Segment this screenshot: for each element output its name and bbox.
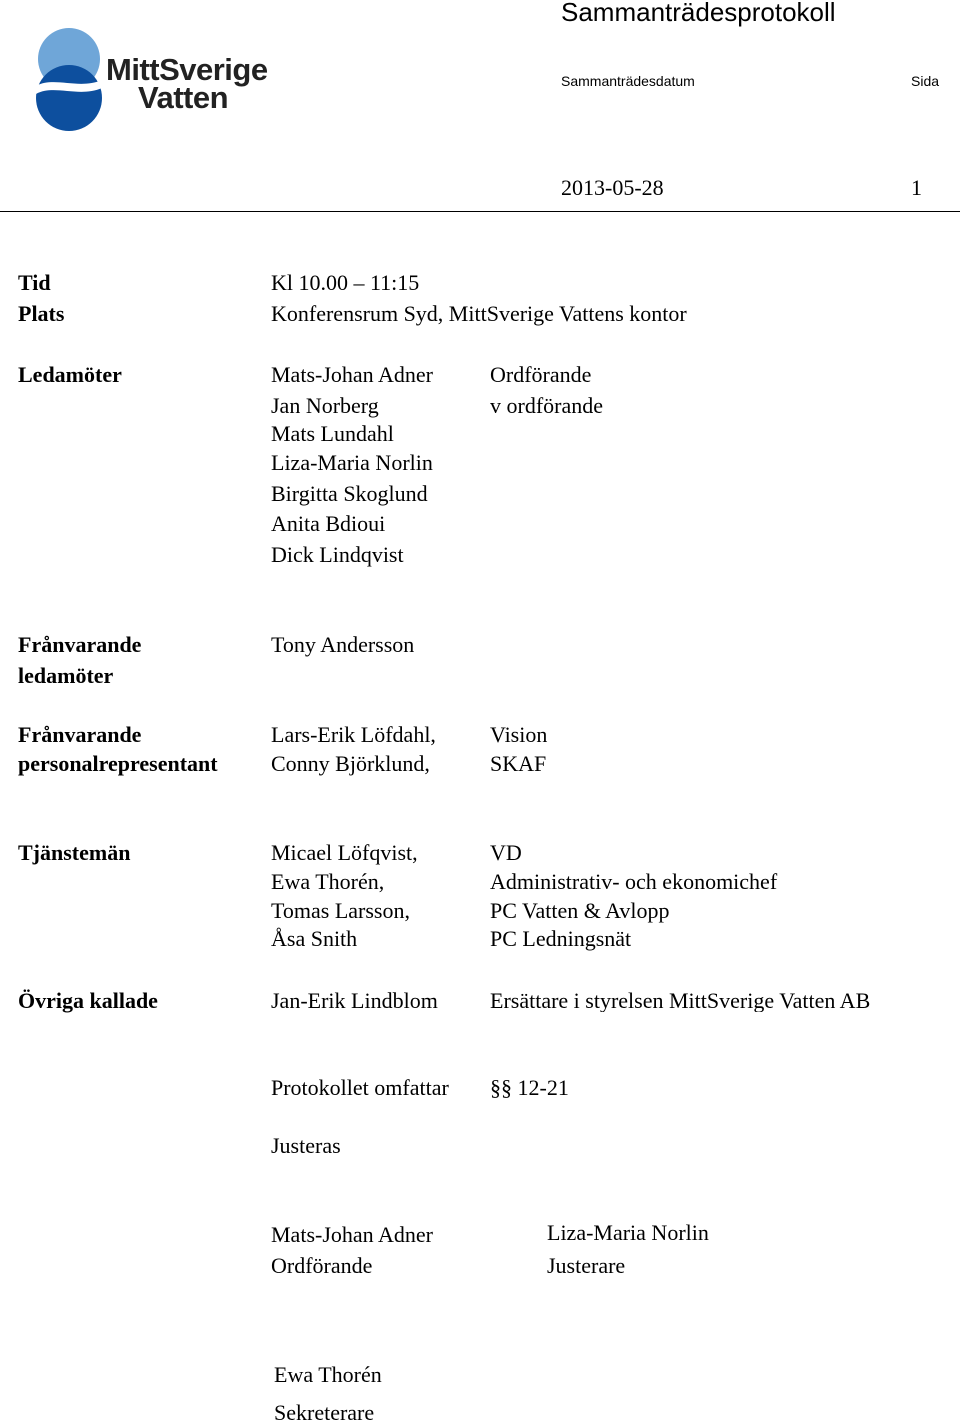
ledamot-name: Anita Bdioui bbox=[271, 511, 386, 536]
ledamot-role: v ordförande bbox=[490, 393, 604, 418]
chair-signature-name: Mats-Johan Adner bbox=[271, 1222, 433, 1247]
franvarande-personal-label: Frånvarande bbox=[18, 722, 142, 747]
adjuster-signature-name: Liza-Maria Norlin bbox=[547, 1220, 709, 1245]
chair-signature-role: Ordförande bbox=[271, 1253, 373, 1278]
ledamot-name: Mats-Johan Adner bbox=[271, 362, 433, 387]
logo-text-line1: MittSverige bbox=[106, 52, 268, 87]
adjuster-signature-role: Justerare bbox=[547, 1253, 626, 1278]
personal-name: Lars-Erik Löfdahl, bbox=[271, 722, 436, 747]
ledamot-name: Mats Lundahl bbox=[271, 421, 394, 446]
tjansteman-name: Ewa Thorén, bbox=[271, 869, 385, 894]
document-title: Sammanträdesprotokoll bbox=[561, 0, 836, 27]
ledamoter-label: Ledamöter bbox=[18, 362, 122, 387]
personal-role: Vision bbox=[490, 722, 548, 747]
secretary-signature-name: Ewa Thorén bbox=[274, 1362, 382, 1387]
page-number: 1 bbox=[911, 175, 922, 200]
logo-text-line2: Vatten bbox=[138, 80, 229, 115]
tjansteman-name: Micael Löfqvist, bbox=[271, 840, 418, 865]
ledamot-name: Dick Lindqvist bbox=[271, 542, 404, 567]
ovriga-role: Ersättare i styrelsen MittSverige Vatten AB bbox=[490, 990, 871, 1012]
personal-name: Conny Björklund, bbox=[271, 751, 430, 776]
meeting-date: 2013-05-28 bbox=[561, 175, 664, 200]
plats-value: Konferensrum Syd, MittSverige Vattens kontor bbox=[271, 301, 687, 326]
tjansteman-role: VD bbox=[490, 840, 522, 865]
plats-label: Plats bbox=[18, 301, 65, 326]
secretary-signature-role: Sekreterare bbox=[274, 1400, 375, 1425]
tjansteman-name: Åsa Snith bbox=[271, 926, 358, 951]
tjansteman-role: Administrativ- och ekonomichef bbox=[490, 869, 778, 894]
franvarande-ledamot-name: Tony Andersson bbox=[271, 632, 415, 657]
personal-role: SKAF bbox=[490, 751, 547, 776]
ovriga-label: Övriga kallade bbox=[18, 988, 158, 1013]
ledamot-role: Ordförande bbox=[490, 362, 592, 387]
ovriga-name: Jan-Erik Lindblom bbox=[271, 988, 438, 1013]
tjansteman-role: PC Vatten & Avlopp bbox=[490, 898, 670, 923]
header-divider bbox=[0, 211, 960, 212]
protokoll-omfattar-value: §§ 12-21 bbox=[490, 1075, 569, 1100]
water-drop-logo-icon bbox=[34, 24, 104, 134]
company-logo bbox=[34, 24, 284, 136]
franvarande-ledamoter-label: Frånvarande bbox=[18, 632, 142, 657]
justeras-label: Justeras bbox=[271, 1133, 341, 1158]
tid-value: Kl 10.00 – 11:15 bbox=[271, 270, 420, 295]
tjansteman-label: Tjänstemän bbox=[18, 840, 131, 865]
date-label: Sammanträdesdatum bbox=[561, 73, 695, 89]
franvarande-personal-label: personalrepresentant bbox=[18, 751, 218, 776]
tjansteman-role: PC Ledningsnät bbox=[490, 926, 632, 951]
tid-label: Tid bbox=[18, 270, 51, 295]
ledamot-name: Liza-Maria Norlin bbox=[271, 450, 433, 475]
protokoll-omfattar-label: Protokollet omfattar bbox=[271, 1075, 449, 1100]
tjansteman-name: Tomas Larsson, bbox=[271, 898, 410, 923]
franvarande-ledamoter-label: ledamöter bbox=[18, 663, 114, 688]
page-label: Sida bbox=[911, 73, 940, 89]
ledamot-name: Jan Norberg bbox=[271, 393, 379, 418]
ledamot-name: Birgitta Skoglund bbox=[271, 481, 428, 506]
